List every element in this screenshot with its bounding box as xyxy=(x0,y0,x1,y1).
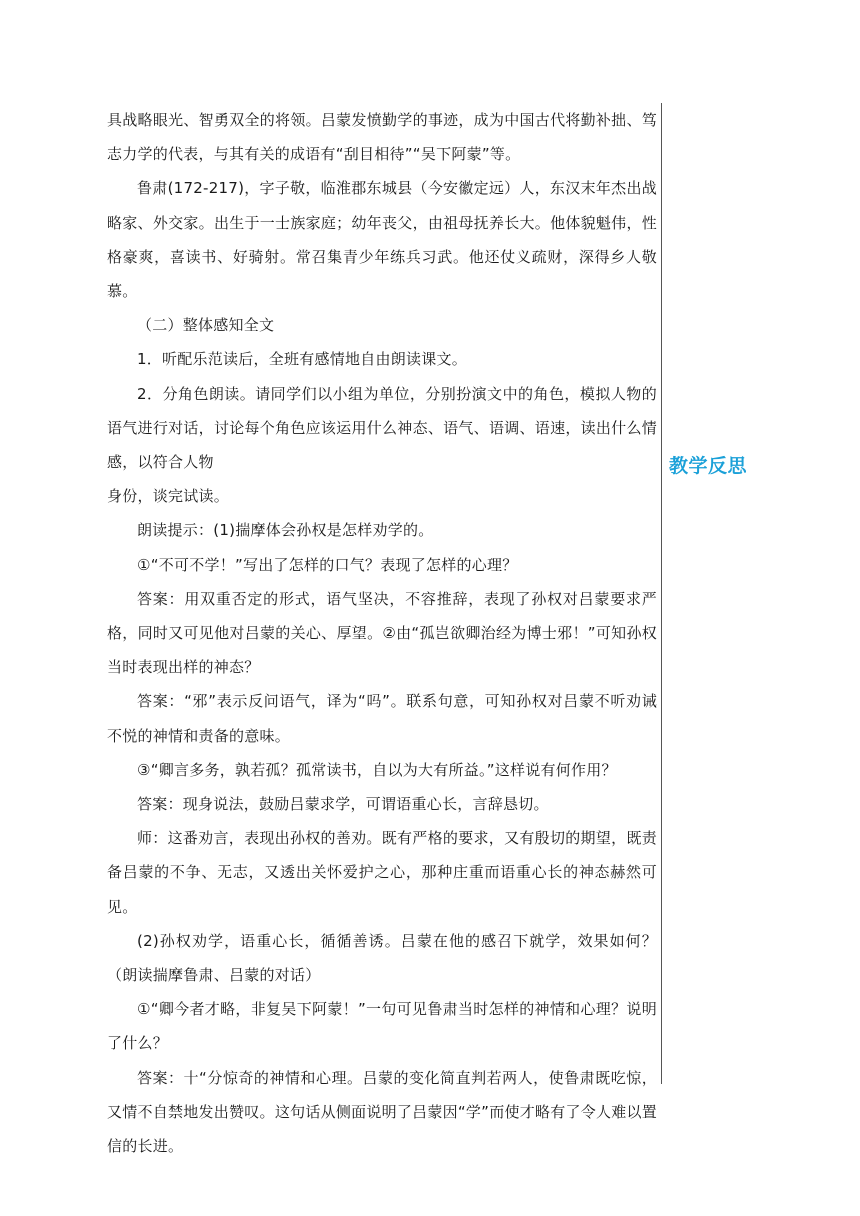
paragraph-lvmeng-intro: 具战略眼光、智勇双全的将领。吕蒙发愤勤学的事迹，成为中国古代将勤补拙、笃志力学的代表，与其有关的成语有“刮目相待”“吴下阿蒙”等。 xyxy=(107,111,657,164)
paragraph-step-1: 1．听配乐范读后，全班有感情地自由朗读课文。 xyxy=(137,350,468,369)
paragraph-step-2: 2．分角色朗读。请同学们以小组为单位，分别扮演文中的角色，模拟人物的语气进行对话，讨论每个角色应该运用什么神态、语气、语调、语速，读出什么情感，以符合人物 xyxy=(107,384,657,472)
answer-1: 答案：用双重否定的形式，语气坚决，不容推辞，表现了孙权对吕蒙要求严格，同时又可见他对吕蒙的关心、厚望。②由“孤岂欲卿治经为博士邪！”可知孙权当时表现出样的神态？ xyxy=(107,589,657,677)
answer-4: 答案：十“分惊奇的神情和心理。吕蒙的变化简直判若两人，使鲁肃既吃惊，又情不自禁地发出赞叹。这句话从侧面说明了吕蒙因“学”而使才略有了令人难以置信的长进。 xyxy=(107,1068,657,1156)
paragraph-reading-tip: 朗读提示：(1)揣摩体会孙权是怎样劝学的。 xyxy=(137,521,434,540)
paragraph-reading-tip-2: (2)孙权劝学，语重心长，循循善诱。吕蒙在他的感召下就学，效果如何？（朗读揣摩鲁肃、吕蒙的对话） xyxy=(107,931,657,985)
question-3: ③“卿言多务，孰若孤？孤常读书，自以为大有所益。”这样说有何作用？ xyxy=(137,760,617,779)
lesson-text-column xyxy=(107,103,657,1163)
answer-2: 答案：“邪”表示反问语气，译为“吗”。联系句意，可知孙权对吕蒙不听劝诫不悦的神情和责备的意味。 xyxy=(107,692,657,745)
teacher-comment: 师：这番劝言，表现出孙权的善劝。既有严格的要求，又有殷切的期望，既责备吕蒙的不争、无志，又透出关怀爱护之心，那种庄重而语重心长的神态赫然可见。 xyxy=(107,829,657,916)
paragraph-lusu-bio: 鲁肃(172-217)，字子敬，临淮郡东城县（今安徽定远）人，东汉末年杰出战略家、外交家。出生于一士族家庭；幼年丧父，由祖母抚养长大。他体貌魁伟，性格豪爽，喜读书、好骑射。常召集青少年练兵习武。他还仗义疏财，深得乡人敬慕。 xyxy=(107,179,657,301)
paragraph-step-2-continued: 身份，谈完试读。 xyxy=(107,487,230,506)
section-heading-overall-perception: （二）整体感知全文 xyxy=(137,316,275,335)
teaching-reflection-heading: 教学反思 xyxy=(669,455,748,477)
question-4: ①“卿今者才略，非复吴下阿蒙！”一句可见鲁肃当时怎样的神情和心理？说明了什么？ xyxy=(107,1000,657,1053)
question-1: ①“不可不学！”写出了怎样的口气？表现了怎样的心理？ xyxy=(137,555,518,574)
column-divider xyxy=(661,103,662,1084)
answer-3: 答案：现身说法，鼓励吕蒙求学，可谓语重心长，言辞恳切。 xyxy=(137,795,549,814)
